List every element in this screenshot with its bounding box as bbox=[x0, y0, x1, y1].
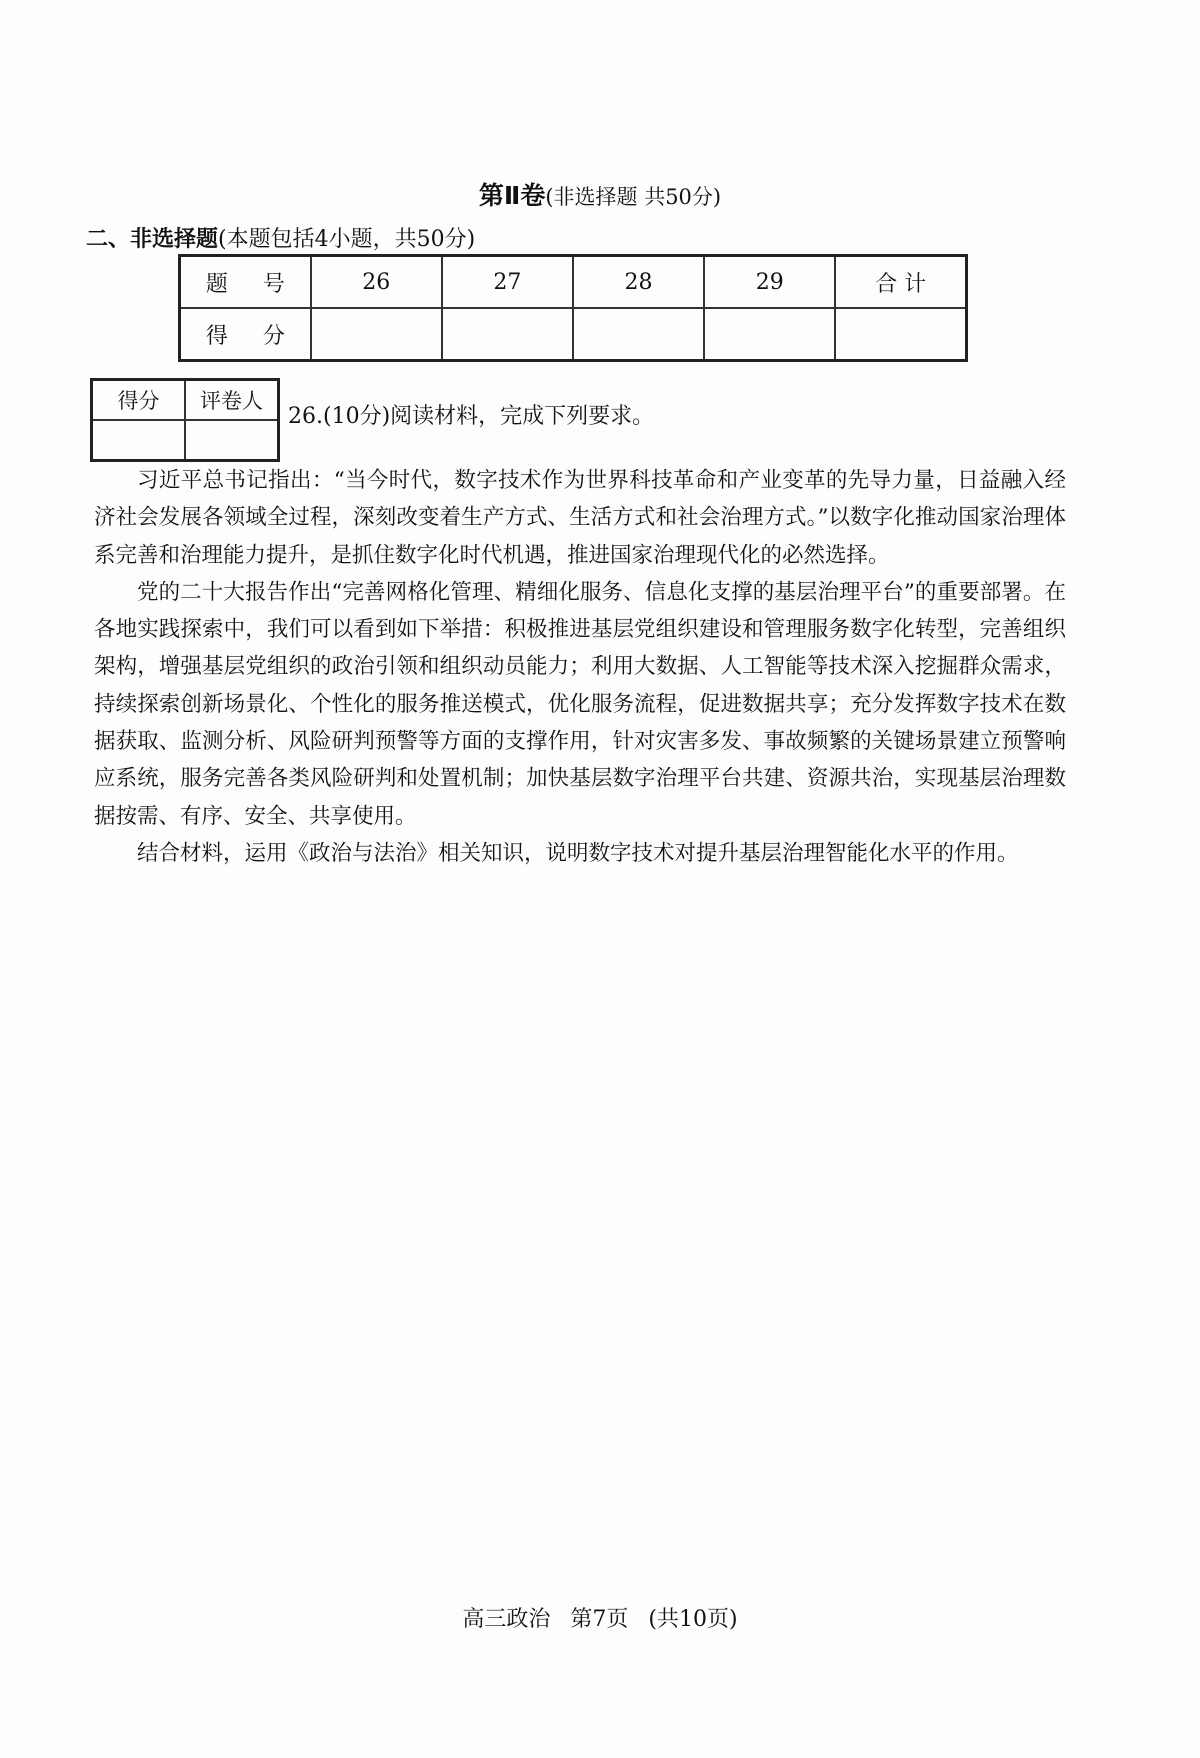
question-number: 26. bbox=[288, 404, 323, 429]
question-material bbox=[94, 462, 1066, 872]
score-table bbox=[178, 254, 968, 362]
score-table-score-row bbox=[180, 308, 967, 361]
volume-note: (非选择题 共50分) bbox=[545, 185, 722, 209]
question-prompt: 结合材料，运用《政治与法治》相关知识，说明数字技术对提升基层治理智能化水平的作用。 bbox=[137, 840, 1019, 866]
score-cell-26 bbox=[311, 308, 442, 361]
material-paragraph-2: 党的二十大报告作出“完善网格化管理、精细化服务、信息化支撑的基层治理平台”的重要部署。在各地实践探索中，我们可以看到如下举措：积极推进基层党组织建设和管理服务数字化转型，完善组织架构，增强基层党组织的政治引领和组织动员能力；利用大数据、人工智能等技术深入挖掘群众需求，持续探索创新场景化、个性化的服务推送模式，优化服务流程，促进数据共享；充分发挥数字技术在数据获取、监测分析、风险研判预警等方面的支撑作用，针对灾害多发、事故频繁的关键场景建立预警响应系统，服务完善各类风险研判和处置机制；加快基层数字治理平台共建、资源共治，实现基层治理数据按需、有序、安全、共享使用。 bbox=[94, 579, 1066, 829]
grader-name-label: 评卷人 bbox=[185, 380, 279, 421]
grader-box-header-row bbox=[92, 380, 279, 421]
grader-score-cell bbox=[92, 420, 186, 461]
score-cell-28 bbox=[573, 308, 704, 361]
score-table-col-27: 27 bbox=[442, 256, 573, 309]
grader-box-blank-row bbox=[92, 420, 279, 461]
part-heading-label: 二、非选择题 bbox=[86, 227, 219, 252]
question-points: (10分) bbox=[323, 404, 391, 429]
score-table-col-26: 26 bbox=[311, 256, 442, 309]
score-table-col-29: 29 bbox=[704, 256, 835, 309]
question-instruction: 阅读材料，完成下列要求。 bbox=[390, 404, 655, 429]
question-26-heading bbox=[288, 399, 654, 430]
part-heading-note: (本题包括4小题，共50分) bbox=[218, 227, 476, 252]
score-cell-27 bbox=[442, 308, 573, 361]
footer-subject: 高三政治 bbox=[462, 1607, 551, 1632]
grader-box bbox=[90, 378, 280, 462]
grader-score-label: 得分 bbox=[92, 380, 186, 421]
footer-total-pages: (共10页) bbox=[648, 1607, 738, 1632]
part-heading bbox=[86, 222, 475, 253]
score-cell-29 bbox=[704, 308, 835, 361]
score-table-header-row bbox=[180, 256, 967, 309]
section-title bbox=[0, 176, 1200, 212]
score-table-col-total: 合 计 bbox=[835, 256, 966, 309]
score-table-col-28: 28 bbox=[573, 256, 704, 309]
grader-name-cell bbox=[185, 420, 279, 461]
footer-page-number: 第7页 bbox=[570, 1607, 629, 1632]
score-cell-total bbox=[835, 308, 966, 361]
volume-label: 第Ⅱ卷 bbox=[478, 181, 546, 210]
question-number-label: 题 号 bbox=[180, 256, 311, 309]
material-paragraph-1: 习近平总书记指出：“当今时代，数字技术作为世界科技革命和产业变革的先导力量，日益融入经济社会发展各领域全过程，深刻改变着生产方式、生活方式和社会治理方式。”以数字化推动国家治理体系完善和治理能力提升，是抓住数字化时代机遇，推进国家治理现代化的必然选择。 bbox=[94, 468, 1066, 568]
page-footer bbox=[0, 1602, 1200, 1633]
score-row-label: 得 分 bbox=[180, 308, 311, 361]
